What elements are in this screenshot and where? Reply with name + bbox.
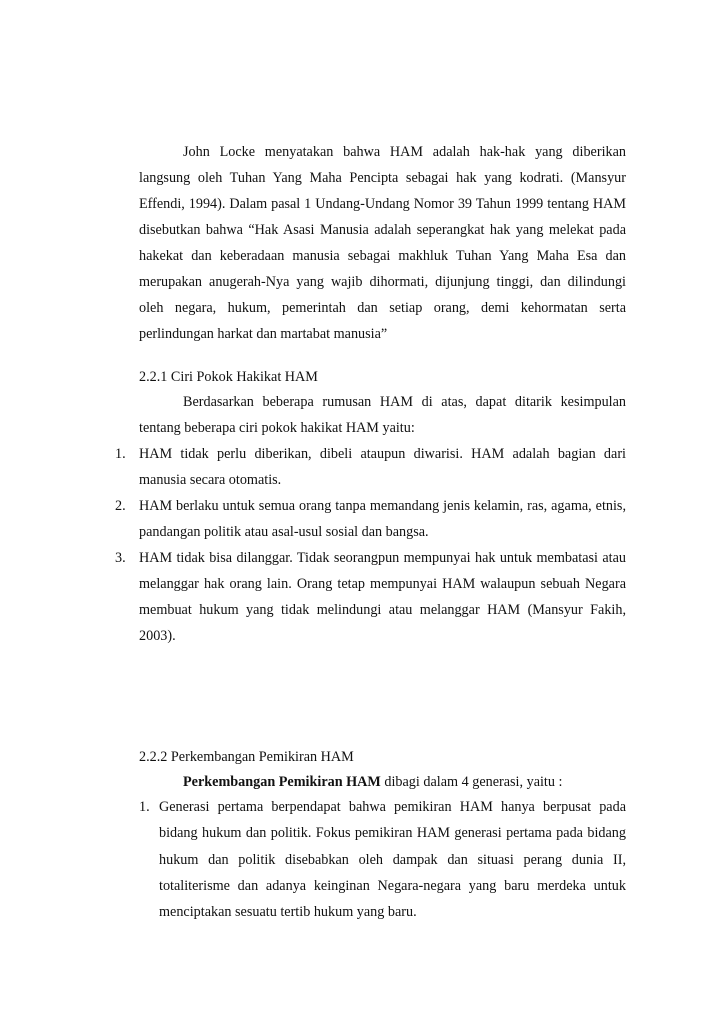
generasi-list xyxy=(139,794,626,925)
list-item xyxy=(115,545,626,649)
section-heading-2-2-2: 2.2.2 Perkembangan Pemikiran HAM xyxy=(139,749,354,765)
list-number: 1. xyxy=(115,446,126,462)
list-number: 1. xyxy=(139,799,150,815)
section-2-2-2-intro xyxy=(139,769,626,795)
list-number: 3. xyxy=(115,550,126,566)
list-item-text: HAM tidak bisa dilanggar. Tidak seorangpun mempunyai hak untuk membatasi atau melanggar hak orang lain. Orang tetap mempunyai HAM walaupun sebuah Negara membuat hukum yang tidak melindungi atau melanggar HAM (Mansyur Fakih, 2003). xyxy=(139,550,626,644)
list-item xyxy=(115,493,626,545)
ciri-pokok-list xyxy=(115,441,626,649)
list-item-text: HAM tidak perlu diberikan, dibeli ataupun diwarisi. HAM adalah bagian dari manusia secara otomatis. xyxy=(139,446,626,488)
list-item xyxy=(115,441,626,493)
list-item-text: Generasi pertama berpendapat bahwa pemikiran HAM hanya berpusat pada bidang hukum dan politik. Fokus pemikiran HAM generasi pertama pada bidang hukum dan politik disebabkan oleh dampak dan situasi perang dunia II, totaliterisme dan adanya keinginan Negara-negara yang baru merdeka untuk menciptakan sesuatu tertib hukum yang baru. xyxy=(159,799,626,921)
intro-bold-term: Perkembangan Pemikiran HAM xyxy=(183,774,381,790)
list-item xyxy=(139,794,626,925)
section-heading-2-2-1: 2.2.1 Ciri Pokok Hakikat HAM xyxy=(139,369,318,385)
intro-rest-text: dibagi dalam 4 generasi, yaitu : xyxy=(380,774,563,790)
paragraph-john-locke: John Locke menyatakan bahwa HAM adalah hak-hak yang diberikan langsung oleh Tuhan Yang Maha Pencipta sebagai hak yang kodrati. (Mansyur Effendi, 1994). Dalam pasal 1 Undang-Undang Nomor 39 Tahun 1999 tentang HAM disebutkan bahwa “Hak Asasi Manusia adalah seperangkat hak yang melekat pada hakekat dan keberadaan manusia sebagai makhluk Tuhan Yang Maha Esa dan merupakan anugerah-Nya yang wajib dihormati, dijunjung tinggi, dan dilindungi oleh negara, hukum, pemerintah dan setiap orang, demi kehormatan serta perlindungan harkat dan martabat manusia” xyxy=(139,144,626,342)
section-2-2-1-intro: Berdasarkan beberapa rumusan HAM di atas, dapat ditarik kesimpulan tentang beberapa ciri pokok hakikat HAM yaitu: xyxy=(139,394,626,436)
list-number: 2. xyxy=(115,498,126,514)
list-item-text: HAM berlaku untuk semua orang tanpa memandang jenis kelamin, ras, agama, etnis, pandangan politik atau asal-usul sosial dan bangsa. xyxy=(139,498,626,540)
